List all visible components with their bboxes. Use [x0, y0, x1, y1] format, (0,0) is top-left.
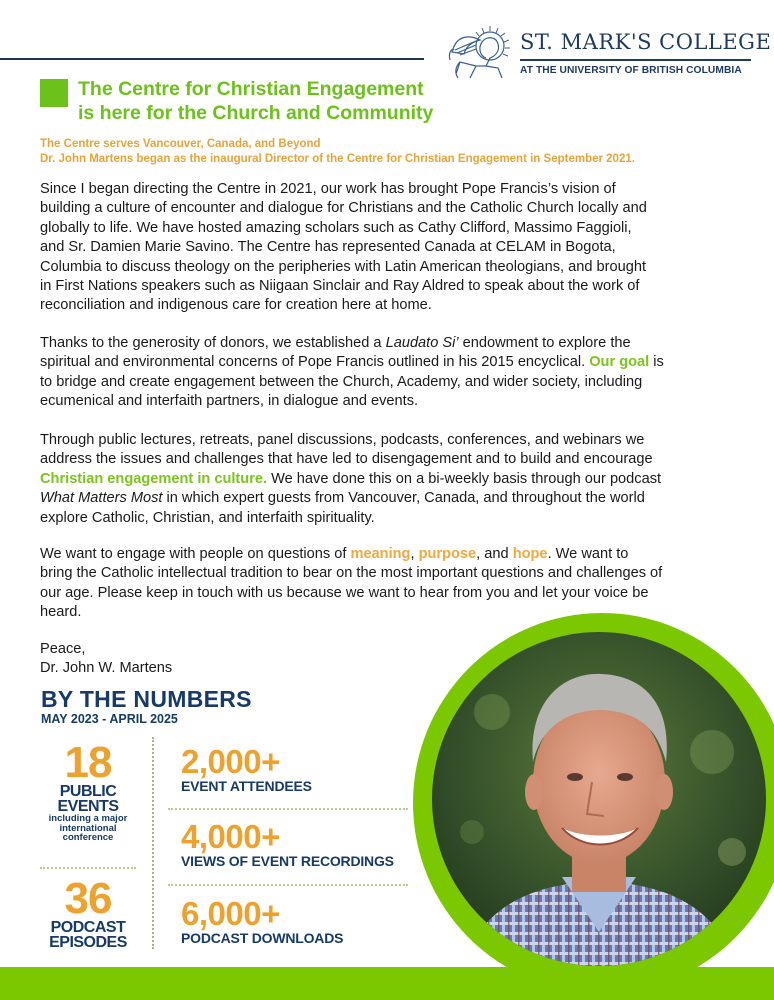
text-line: address the issues and challenges that have led to disengagement and to build and encourage — [40, 451, 653, 468]
stat-label: VIEWS OF EVENT RECORDINGS — [181, 853, 394, 869]
stat-label: PODCAST — [50, 919, 126, 936]
stat-public-events — [32, 738, 144, 843]
text-span: We want to engage with people on questions of — [40, 546, 351, 562]
text-line: our age. Please keep in touch with us because we want to hear from you and let your voice be — [40, 584, 649, 601]
stat-note: international — [59, 822, 117, 834]
college-name: ST. MARK'S COLLEGE — [520, 30, 772, 54]
text-line: and Sr. Damien Marie Savino. The Centre has represented Canada at CELAM in Bogota, — [40, 239, 616, 256]
text-line: ecumenical and interfaith partners, in dialogue and events. — [40, 393, 419, 410]
text-line: Since I began directing the Centre in 2021, our work has brought Pope Francis’s vision of — [40, 181, 616, 197]
portrait-photo — [432, 632, 766, 966]
logo-rule — [520, 59, 751, 61]
stat-label: PODCAST DOWNLOADS — [181, 930, 344, 946]
subheading-line-1: The Centre serves Vancouver, Canada, and Beyond — [40, 138, 321, 150]
text-span: endowment to explore the — [458, 335, 631, 351]
text-span: , — [410, 546, 419, 562]
header-rule — [0, 58, 424, 60]
paragraph-intro — [40, 180, 768, 316]
text-span: in which expert guests from Vancouver, Canada, and throughout the world — [162, 490, 645, 507]
title-text — [78, 77, 433, 125]
text-span: Thanks to the generosity of donors, we established a — [40, 335, 386, 351]
text-line — [40, 545, 768, 564]
stat-label: PUBLIC — [59, 783, 117, 800]
numbers-title: BY THE NUMBERS — [41, 686, 252, 712]
hope-highlight: hope — [512, 546, 548, 562]
stat-value: 4,000+ — [181, 818, 280, 855]
text-line: explore Catholic, Christian, and interfaith spirituality. — [40, 509, 375, 526]
winged-lion-crest-icon — [446, 22, 516, 84]
our-goal-highlight: Our goal — [589, 354, 650, 371]
stat-event-attendees — [181, 743, 312, 794]
purpose-highlight: purpose — [418, 546, 477, 562]
title-line-2: is here for the Church and Community — [78, 102, 434, 124]
text-line — [40, 353, 768, 372]
stat-label: EPISODES — [49, 934, 127, 951]
stat-recording-views — [181, 818, 394, 869]
paragraph-programs — [40, 431, 768, 528]
dotted-divider-vertical — [152, 737, 154, 949]
text-line — [40, 489, 768, 508]
dotted-divider — [40, 867, 136, 869]
text-line: reconciliation and indigenous care for creation here at home. — [40, 297, 432, 314]
meaning-highlight: meaning — [350, 546, 411, 562]
text-span: . We want to — [547, 546, 629, 562]
dotted-divider — [168, 884, 408, 886]
title-line-1: The Centre for Christian Engagement — [78, 78, 424, 100]
subheading-line-2: Dr. John Martens began as the inaugural Director of the Centre for Christian Engagement in September 2021. — [40, 153, 635, 165]
dotted-divider — [168, 808, 408, 810]
text-span: is — [649, 354, 664, 371]
text-line: in First Nations speakers such as Niigaan Sinclair and Ray Aldred to speak about the work of — [40, 278, 640, 295]
paragraph-endowment — [40, 334, 768, 412]
stat-note: conference — [62, 832, 114, 843]
stat-value: 18 — [64, 738, 112, 787]
text-line: bring the Catholic intellectual tradition to bear on the most important questions and challenges of — [40, 565, 663, 582]
numbers-date-range: MAY 2023 - APRIL 2025 — [41, 712, 178, 726]
subheading — [40, 137, 635, 167]
text-line: Through public lectures, retreats, panel discussions, podcasts, conferences, and webinars we — [40, 432, 645, 448]
stat-podcast-episodes — [32, 874, 144, 951]
by-the-numbers-heading — [41, 686, 252, 726]
text-line — [40, 470, 768, 489]
signature: Dr. John W. Martens — [40, 660, 173, 677]
text-span: spiritual and environmental concerns of Pope Francis outlined in his 2015 encyclical. — [40, 354, 590, 371]
college-subtitle: AT THE UNIVERSITY OF BRITISH COLUMBIA — [520, 65, 742, 76]
text-line: globally to life. We have hosted amazing scholars such as Cathy Clifford, Massimo Faggioli, — [40, 219, 632, 236]
stat-label: EVENT ATTENDEES — [181, 778, 312, 794]
paragraph-mission — [40, 545, 768, 623]
text-line: to bridge and create engagement between the Church, Academy, and wider society, including — [40, 373, 643, 390]
text-line: heard. — [40, 604, 82, 621]
laudato-si-title: Laudato Si’ — [385, 335, 459, 351]
christian-engagement-highlight: Christian engagement in culture. — [40, 470, 268, 487]
text-span: We have done this on a bi-weekly basis through our podcast — [267, 470, 662, 487]
stat-value: 6,000+ — [181, 895, 280, 932]
title-accent-square — [40, 79, 68, 107]
portrait-image — [432, 632, 766, 966]
text-line: Columbia to discuss theology on the peripheries with Latin American theologians, and brought — [40, 258, 647, 275]
text-line: building a culture of encounter and dialogue for Christians and the Catholic Church locally and — [40, 200, 647, 217]
stat-podcast-downloads — [181, 895, 344, 946]
st-marks-college-logo — [446, 22, 772, 84]
closing: Peace, — [40, 641, 86, 657]
stat-value: 36 — [64, 874, 112, 923]
stat-label: EVENTS — [57, 798, 119, 815]
stat-note: including a major — [48, 813, 128, 824]
text-line — [40, 334, 768, 353]
podcast-title: What Matters Most — [40, 490, 163, 507]
text-span: , and — [476, 546, 513, 562]
stat-value: 2,000+ — [181, 743, 280, 780]
